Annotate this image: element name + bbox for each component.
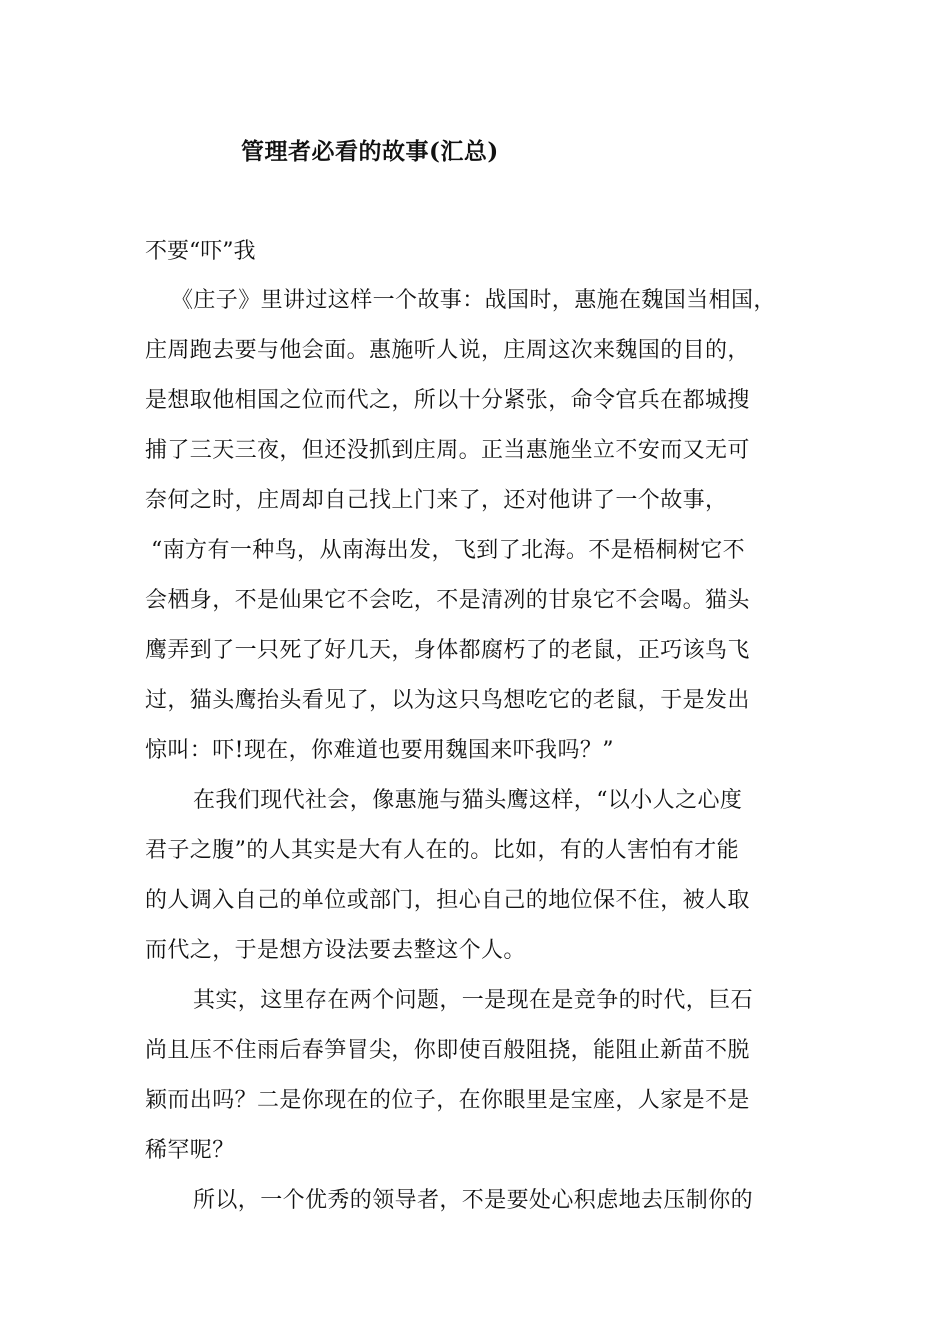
text-line: “南方有一种鸟，从南海出发，飞到了北海。不是梧桐树它不 [151, 538, 746, 563]
text-line: 尚且压不住雨后春笋冒尖，你即使百般阻挠，能阻止新苗不脱 [145, 1038, 750, 1063]
text-line: 庄周跑去要与他会面。惠施听人说，庄周这次来魏国的目的， [145, 338, 750, 363]
text-line: 颖而出吗？二是你现在的位子，在你眼里是宝座，人家是不是 [145, 1088, 750, 1113]
text-line: 捕了三天三夜，但还没抓到庄周。正当惠施坐立不安而又无可 [145, 438, 750, 463]
text-line: 《庄子》里讲过这样一个故事：战国时，惠施在魏国当相国， [171, 288, 776, 313]
text-line: 鹰弄到了一只死了好几天，身体都腐朽了的老鼠，正巧该鸟飞 [145, 638, 750, 663]
document-title: 管理者必看的故事(汇总) [241, 138, 499, 165]
text-line: 其实，这里存在两个问题，一是现在是竞争的时代，巨石 [193, 988, 754, 1013]
text-line: 会栖身，不是仙果它不会吃，不是清冽的甘泉它不会喝。猫头 [145, 588, 750, 613]
text-line: 过，猫头鹰抬头看见了，以为这只鸟想吃它的老鼠，于是发出 [145, 688, 750, 713]
text-line: 在我们现代社会，像惠施与猫头鹰这样，“以小人之心度 [193, 788, 743, 813]
text-line: 的人调入自己的单位或部门，担心自己的地位保不住，被人取 [145, 888, 750, 913]
text-line: 君子之腹”的人其实是大有人在的。比如，有的人害怕有才能 [145, 838, 740, 863]
text-line: 所以，一个优秀的领导者，不是要处心积虑地去压制你的 [193, 1188, 754, 1213]
text-line: 稀罕呢？ [145, 1138, 235, 1163]
text-line: 惊叫：吓!现在，你难道也要用魏国来吓我吗？” [145, 738, 614, 763]
text-line: 而代之，于是想方设法要去整这个人。 [145, 938, 526, 963]
text-line: 是想取他相国之位而代之，所以十分紧张，命令官兵在都城搜 [145, 388, 750, 413]
text-line: 奈何之时，庄周却自己找上门来了，还对他讲了一个故事， [145, 488, 728, 513]
section-heading: 不要“吓”我 [145, 239, 256, 264]
